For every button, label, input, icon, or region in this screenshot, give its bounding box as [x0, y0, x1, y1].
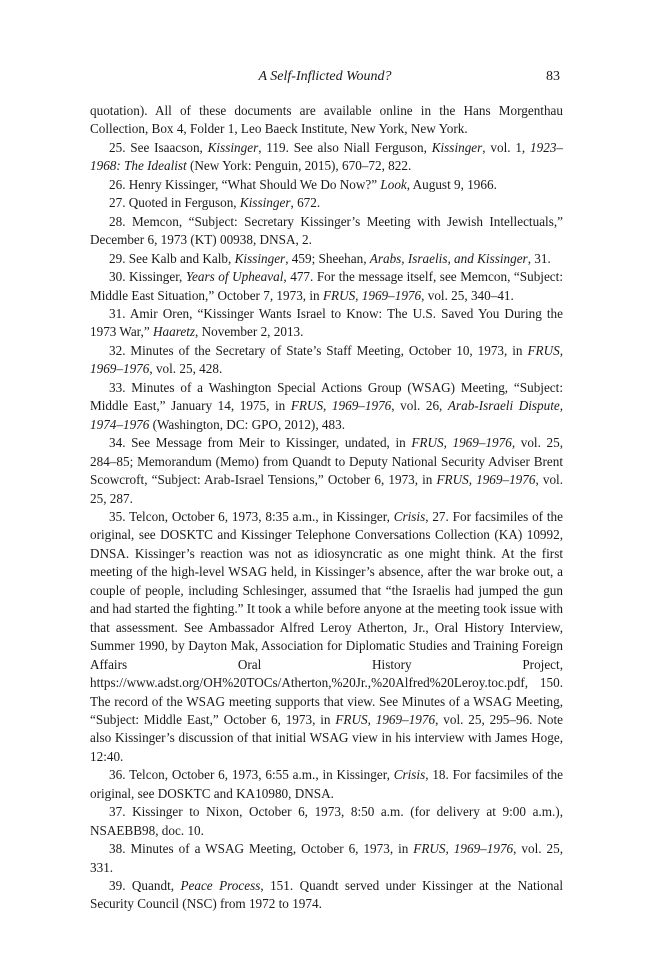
note-italic-text: Peace Process: [180, 878, 261, 894]
note-text: , 477. For the message itself, see Memcon, “Subject: Middle East Situation,” October 7, 1973, in: [90, 269, 563, 303]
note-text: , 27. For facsimiles of the original, see DOSKTC and Kissinger Telephone Conversations Collection (KA) 10992, DNSA. Kissinger’s reaction was not as idiosyncratic as one might think. At the first meeting of the high-level WSAG held, in Kissinger’s absence, after the war broke out, a couple of people, including Schlesinger, assumed that “the Israelis had jumped the gun and had started the fighting.” It took a while before anyone at the meeting took issue with that assessment. See Ambassador Alfred Leroy Atherton, Jr., Oral History Interview, Summer 1990, by Dayton Mak, Association for Diplomatic Studies and Training Foreign Affairs Oral History Project, https://www.adst.org/OH%20TOCs/Atherton,%20Jr.,%20Alfred%20Leroy.toc.pdf, 150. The record of the WSAG meeting supports that view. See Minutes of a WSAG Meeting, “Subject: Middle East,” October 6, 1973, in: [90, 508, 563, 727]
note-italic-text: Look: [380, 176, 407, 192]
note-text: , vol. 25, 287.: [90, 472, 564, 506]
note-italic-text: Crisis: [393, 767, 426, 783]
note-text: quotation). All of these documents are available online in the Hans Morgenthau Collection, Box 4, Folder 1, Leo Baeck Institute, New York, New York.: [90, 103, 563, 137]
note-italic-text: FRUS, 1969–1976: [335, 711, 436, 727]
note-text: , 672.: [290, 195, 321, 211]
note-italic-text: FRUS, 1969–1976: [90, 342, 563, 377]
note-text: 39. Quandt,: [109, 878, 181, 894]
note-text: , vol. 25, 331.: [90, 841, 563, 875]
note-text: , 151. Quandt served under Kissinger at the National Security Council (NSC) from 1972 to 1974.: [90, 878, 563, 912]
note-text: 31. Amir Oren, “Kissinger Wants Israel to Know: The U.S. Saved You During the 1973 War,”: [90, 305, 563, 340]
page-number: 83: [546, 69, 560, 84]
note-text: 35. Telcon, October 6, 1973, 8:35 a.m., in Kissinger,: [109, 508, 394, 524]
note-italic-text: Kissinger: [239, 195, 291, 211]
note-text: 32. Minutes of the Secretary of State’s Staff Meeting, October 10, 1973, in: [109, 342, 528, 358]
note-text: 33. Minutes of a Washington Special Actions Group (WSAG) Meeting, “Subject: Middle East,” January 14, 1975, in: [90, 379, 563, 414]
note-text: (Washington, DC: GPO, 2012), 483.: [149, 416, 345, 432]
note-text: , vol. 25, 284–85; Memorandum (Memo) from Quandt to Deputy National Security Adviser Brent Scowcroft, “Subject: Arab-Israel Tensions,” October 6, 1973, in: [90, 435, 563, 488]
running-title: A Self-Inflicted Wound?: [258, 69, 392, 84]
note-italic-text: FRUS, 1969–1976: [411, 435, 512, 451]
note-italic-text: 1923–1968: The Idealist: [90, 139, 563, 174]
note-italic-text: Kissinger: [207, 139, 259, 155]
note-text: 37. Kissinger to Nixon, October 6, 1973, 8:50 a.m. (for delivery at 9:00 a.m.), NSAEBB98, doc. 10.: [90, 804, 563, 838]
endnote-26: [90, 176, 563, 194]
note-italic-text: FRUS, 1969–1976: [436, 472, 536, 488]
note-italic-text: Haaretz: [153, 324, 196, 340]
note-text: , 119. See also Niall Ferguson,: [258, 139, 432, 155]
note-text: , 31.: [527, 250, 551, 266]
note-italic-text: FRUS, 1969–1976: [290, 398, 392, 414]
endnote-25: [90, 139, 563, 176]
note-text: 38. Minutes of a WSAG Meeting, October 6, 1973, in: [109, 841, 414, 857]
note-text: 25. See Isaacson,: [109, 139, 208, 155]
endnote-32: [90, 342, 563, 379]
endnote-27: [90, 194, 563, 212]
note-text: 29. See Kalb and Kalb,: [109, 250, 235, 266]
endnote-continuation: [90, 102, 563, 139]
note-text: , vol. 25, 428.: [149, 361, 223, 377]
endnote-38: [90, 840, 563, 877]
note-text: , vol. 26,: [391, 398, 448, 414]
note-text: 36. Telcon, October 6, 1973, 6:55 a.m., in Kissinger,: [109, 767, 394, 783]
note-text: 27. Quoted in Ferguson,: [109, 195, 240, 211]
note-text: , vol. 25, 295–96. Note also Kissinger’s discussion of that initial WSAG view in his interview with James Hoge, 12:40.: [90, 711, 563, 764]
note-italic-text: Years of Upheaval: [185, 269, 284, 285]
note-text: (New York: Penguin, 2015), 670–72, 822.: [186, 158, 412, 174]
note-text: , vol. 1,: [482, 139, 531, 155]
note-italic-text: Kissinger: [431, 139, 483, 155]
running-head: [90, 67, 560, 87]
endnote-35: [90, 508, 563, 766]
endnote-28: [90, 213, 563, 250]
endnote-39: [90, 877, 563, 914]
note-text: 28. Memcon, “Subject: Secretary Kissinger’s Meeting with Jewish Intellectuals,” December 6, 1973 (KT) 00938, DNSA, 2.: [90, 213, 563, 248]
note-italic-text: FRUS, 1969–1976: [413, 841, 514, 857]
note-italic-text: FRUS, 1969–1976: [322, 287, 422, 303]
note-text: , August 9, 1966.: [406, 176, 497, 192]
note-text: , vol. 25, 340–41.: [421, 287, 514, 303]
note-italic-text: Arabs, Israelis, and Kissinger: [369, 250, 528, 266]
endnote-30: [90, 268, 563, 305]
endnotes: [90, 102, 563, 914]
endnote-37: [90, 803, 563, 840]
note-text: 26. Henry Kissinger, “What Should We Do Now?”: [109, 176, 381, 192]
note-text: 34. See Message from Meir to Kissinger, undated, in: [109, 435, 412, 451]
note-italic-text: Crisis: [393, 508, 426, 524]
note-text: , 18. For facsimiles of the original, see DOSKTC and KA10980, DNSA.: [90, 767, 563, 801]
note-italic-text: Kissinger: [234, 250, 286, 266]
note-text: , 459; Sheehan,: [285, 250, 370, 266]
endnote-34: [90, 434, 563, 508]
note-text: 30. Kissinger,: [109, 269, 186, 285]
note-text: , November 2, 2013.: [195, 324, 304, 340]
endnote-33: [90, 379, 563, 434]
endnote-29: [90, 250, 563, 268]
note-italic-text: Arab-Israeli Dispute, 1974–1976: [90, 398, 564, 432]
endnote-31: [90, 305, 563, 342]
endnote-36: [90, 766, 563, 803]
